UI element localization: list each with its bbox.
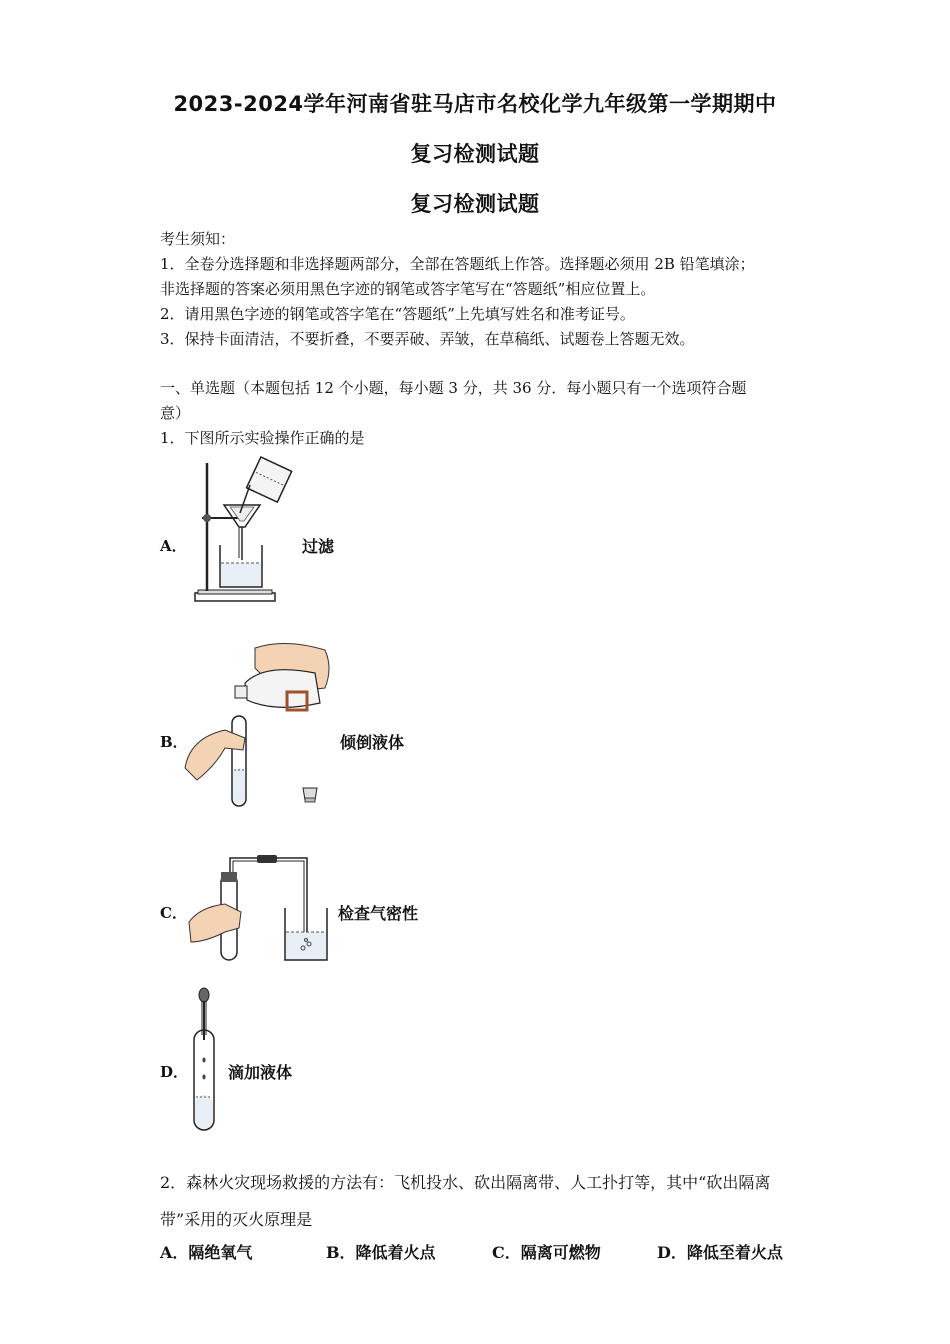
question-2-option-a[interactable]: A．隔绝氧气 (160, 1243, 253, 1262)
question-2-option-d[interactable]: D．降低至着火点 (657, 1243, 783, 1262)
notice-item-2: 2．请用黑色字迹的钢笔或答字笔在“答题纸”上先填写姓名和准考证号。 (160, 305, 635, 323)
option-a-label[interactable]: A． (160, 537, 187, 555)
page-subtitle-repeat: 复习检测试题 (410, 192, 540, 216)
question-2-option-b[interactable]: B．降低着火点 (326, 1243, 436, 1262)
notice-item-1: 1．全卷分选择题和非选择题两部分，全部在答题纸上作答。选择题必须用 2B 铅笔填涂； (160, 255, 755, 273)
option-d-caption: 滴加液体 (228, 1063, 293, 1082)
option-b-label[interactable]: B． (160, 733, 188, 751)
page-subtitle: 复习检测试题 (410, 142, 540, 166)
notice-item-1-cont: 非选择题的答案必须用黑色字迹的钢笔或答字笔写在“答题纸”相应位置上。 (160, 280, 656, 298)
question-1-stem: 1．下图所示实验操作正确的是 (160, 429, 365, 447)
section-heading: 一、单选题（本题包括 12 个小题，每小题 3 分，共 36 分．每小题只有一个选项符合题 (160, 379, 747, 397)
notice-heading: 考生须知： (160, 230, 236, 248)
option-c-caption: 检查气密性 (338, 904, 419, 923)
question-2-option-c[interactable]: C．隔离可燃物 (492, 1243, 601, 1262)
filtration-figure (190, 455, 300, 605)
option-a-caption: 过滤 (302, 537, 335, 556)
dropping-liquid-figure (190, 985, 220, 1135)
notice-item-3: 3．保持卡面清洁，不要折叠，不要弄破、弄皱，在草稿纸、试题卷上答题无效。 (160, 330, 695, 348)
section-heading-cont: 意） (160, 404, 191, 422)
option-d-label[interactable]: D． (160, 1063, 189, 1081)
question-2-stem: 2．森林火灾现场救援的方法有：飞机投水、砍出隔离带、人工扑打等，其中“砍出隔离 (160, 1173, 771, 1192)
question-2-stem-cont: 带”采用的灭火原理是 (160, 1210, 313, 1229)
airtightness-figure (185, 852, 335, 964)
page-title: 2023-2024学年河南省驻马店市名校化学九年级第一学期期中 (173, 92, 777, 116)
pouring-liquid-figure (185, 638, 335, 813)
option-b-caption: 倾倒液体 (340, 733, 405, 752)
option-c-label[interactable]: C． (160, 904, 187, 922)
